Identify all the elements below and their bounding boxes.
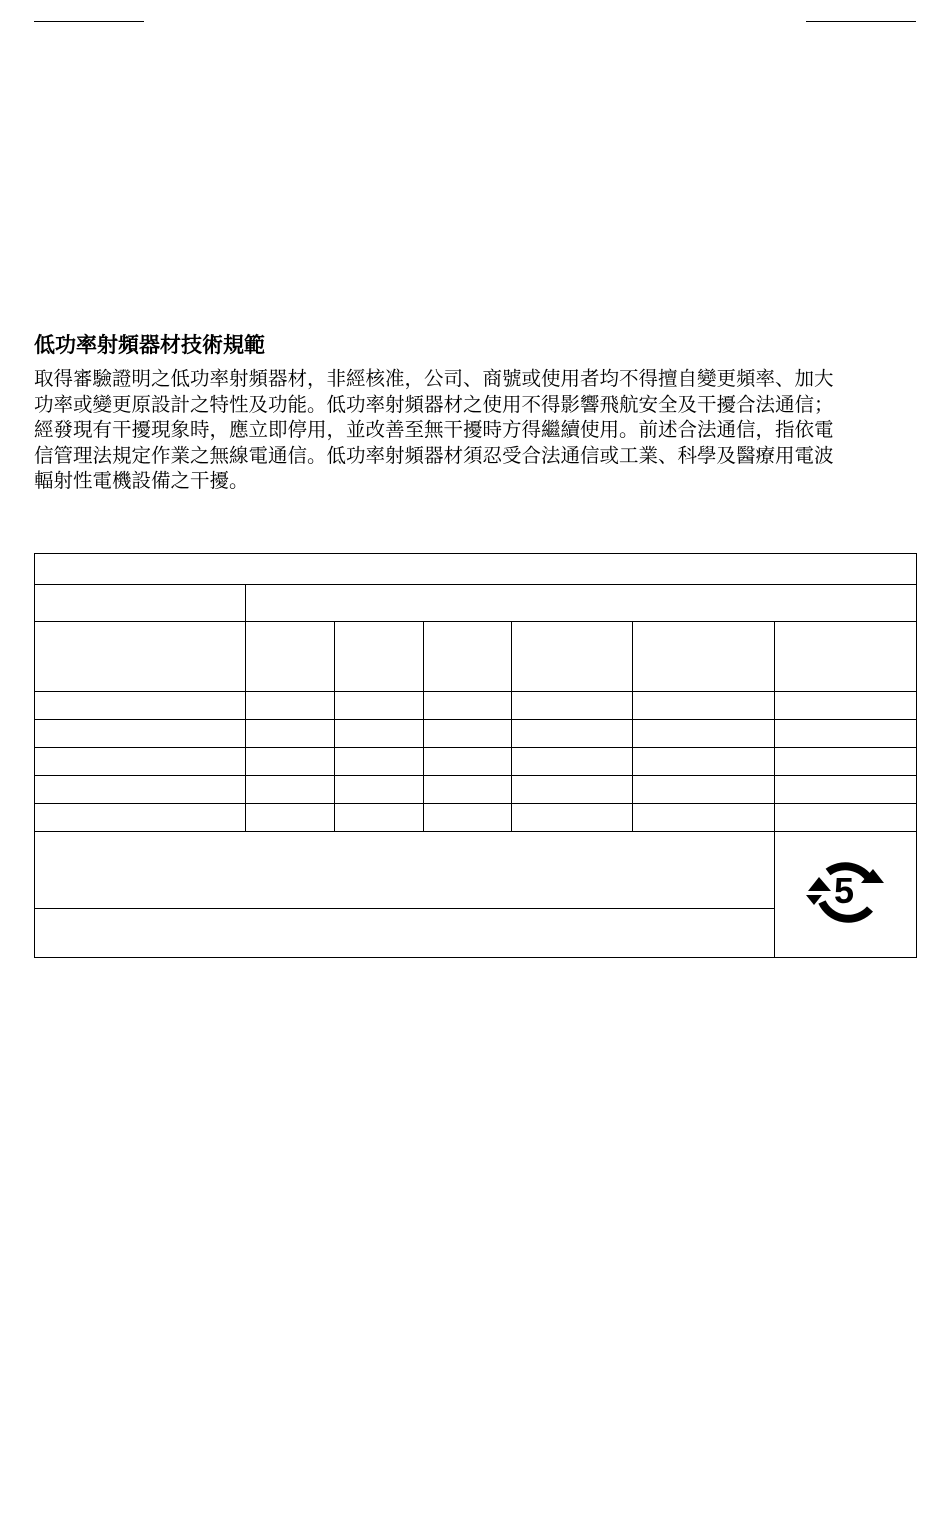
table-row — [35, 776, 917, 804]
table-cell — [424, 692, 512, 720]
regulation-paragraph — [34, 366, 916, 494]
column-header-cell — [246, 622, 335, 692]
table-cell — [335, 720, 424, 748]
table-cell — [633, 720, 775, 748]
column-header-cell — [512, 622, 633, 692]
column-header-cell — [335, 622, 424, 692]
table-cell — [35, 748, 246, 776]
logo-cell — [775, 832, 917, 958]
top-left-rule — [34, 21, 144, 22]
column-header-cell — [633, 622, 775, 692]
table-cell — [633, 776, 775, 804]
paragraph-line: 輻射性電機設備之干擾。 — [34, 469, 249, 492]
column-header-cell — [775, 622, 917, 692]
section-title: 低功率射頻器材技術規範 — [34, 333, 265, 357]
table-cell — [512, 804, 633, 832]
table-cell — [424, 748, 512, 776]
paragraph-line: 經發現有干擾現象時，應立即停用，並改善至無干擾時方得繼續使用。前述合法通信，指依電 — [34, 418, 834, 441]
table-subheader-row — [35, 585, 917, 622]
table-cell — [633, 748, 775, 776]
table-cell — [512, 776, 633, 804]
table-row — [35, 804, 917, 832]
environmental-protection-use-period-icon — [804, 855, 888, 931]
table-cell — [35, 776, 246, 804]
paragraph-line: 信管理法規定作業之無線電通信。低功率射頻器材須忍受合法通信或工業、科學及醫療用電波 — [34, 443, 834, 467]
table-title-row — [35, 554, 917, 585]
column-header-cell — [35, 622, 246, 692]
table-cell — [512, 748, 633, 776]
table-row — [35, 748, 917, 776]
substance-grid — [34, 553, 917, 958]
table-column-header-row — [35, 622, 917, 692]
table-cell — [424, 776, 512, 804]
column-header-cell — [424, 622, 512, 692]
table-cell — [775, 776, 917, 804]
table-cell — [35, 720, 246, 748]
table-cell — [775, 692, 917, 720]
table-title-cell — [35, 554, 917, 585]
table-cell — [246, 748, 335, 776]
table-cell — [335, 692, 424, 720]
table-cell — [775, 748, 917, 776]
logo-number: 5 — [833, 869, 854, 911]
table-cell — [335, 776, 424, 804]
table-cell — [335, 804, 424, 832]
table-row — [35, 720, 917, 748]
table-cell — [246, 692, 335, 720]
table-cell — [775, 720, 917, 748]
table-cell — [633, 804, 775, 832]
table-cell — [633, 692, 775, 720]
table-note-cell — [35, 832, 775, 909]
substance-group-header-cell — [246, 585, 917, 622]
table-cell — [335, 748, 424, 776]
table-row — [35, 692, 917, 720]
paragraph-line: 功率或變更原設計之特性及功能。低功率射頻器材之使用不得影響飛航安全及干擾合法通信； — [34, 392, 834, 416]
table-cell — [424, 720, 512, 748]
table-cell — [246, 776, 335, 804]
table-cell — [246, 720, 335, 748]
table-cell — [775, 804, 917, 832]
table-cell — [246, 804, 335, 832]
top-right-rule — [806, 21, 916, 22]
table-note-row — [35, 832, 917, 909]
unit-label-cell — [35, 585, 246, 622]
restricted-substances-table — [34, 553, 916, 959]
table-cell — [512, 720, 633, 748]
table-cell — [35, 804, 246, 832]
table-cell — [35, 692, 246, 720]
table-cell — [424, 804, 512, 832]
table-cell — [512, 692, 633, 720]
paragraph-line: 取得審驗證明之低功率射頻器材，非經核准，公司、商號或使用者均不得擅自變更頻率、加大 — [34, 367, 834, 390]
table-footnote-cell — [35, 909, 775, 958]
